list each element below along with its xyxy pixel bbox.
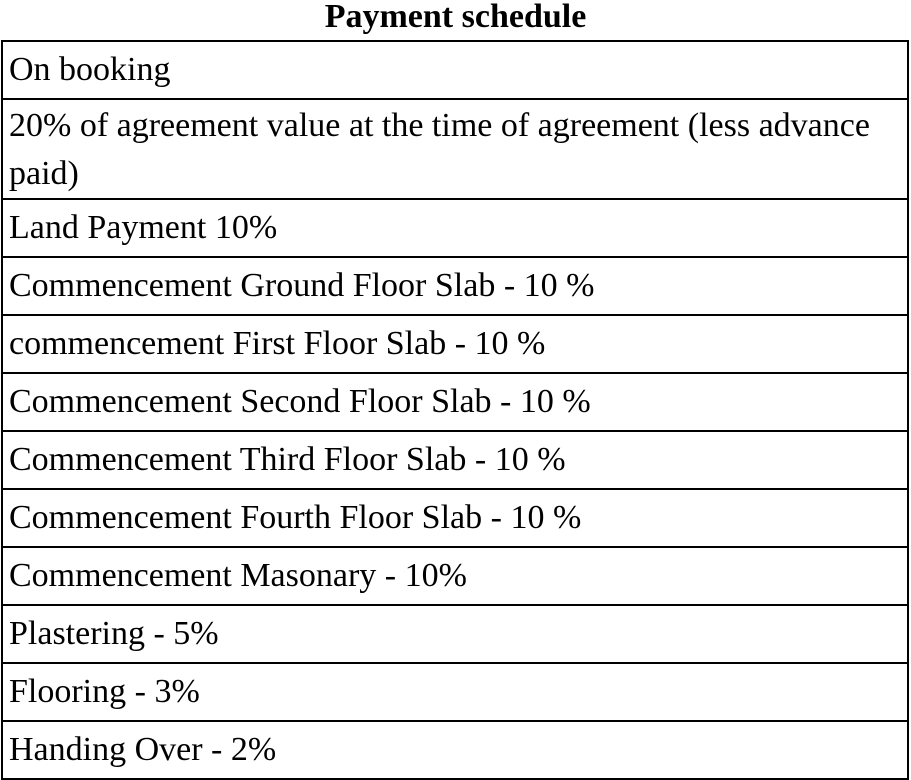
page-title: Payment schedule <box>324 0 587 35</box>
table-row <box>2 721 908 779</box>
table-cell: On booking <box>2 41 908 99</box>
table-cell: Commencement Second Floor Slab - 10 % <box>2 373 908 431</box>
table-row <box>2 605 908 663</box>
table-cell: Plastering - 5% <box>2 605 908 663</box>
table-cell: Land Payment 10% <box>2 199 908 257</box>
table-row <box>2 41 908 99</box>
table-row <box>2 431 908 489</box>
table-row <box>2 373 908 431</box>
table-cell: Commencement Fourth Floor Slab - 10 % <box>2 489 908 547</box>
table-cell: Commencement Ground Floor Slab - 10 % <box>2 257 908 315</box>
table-cell: Handing Over - 2% <box>2 721 908 779</box>
table-row <box>2 257 908 315</box>
table-cell: 20% of agreement value at the time of agreement (less advance paid) <box>2 99 908 199</box>
table-row <box>2 199 908 257</box>
table-row <box>2 315 908 373</box>
table-row <box>2 489 908 547</box>
table-row <box>2 547 908 605</box>
payment-schedule-table <box>1 40 909 780</box>
table-cell: commencement First Floor Slab - 10 % <box>2 315 908 373</box>
table-cell: Commencement Masonary - 10% <box>2 547 908 605</box>
table-cell: Commencement Third Floor Slab - 10 % <box>2 431 908 489</box>
table-row <box>2 99 908 199</box>
table-cell: Flooring - 3% <box>2 663 908 721</box>
table-row <box>2 663 908 721</box>
